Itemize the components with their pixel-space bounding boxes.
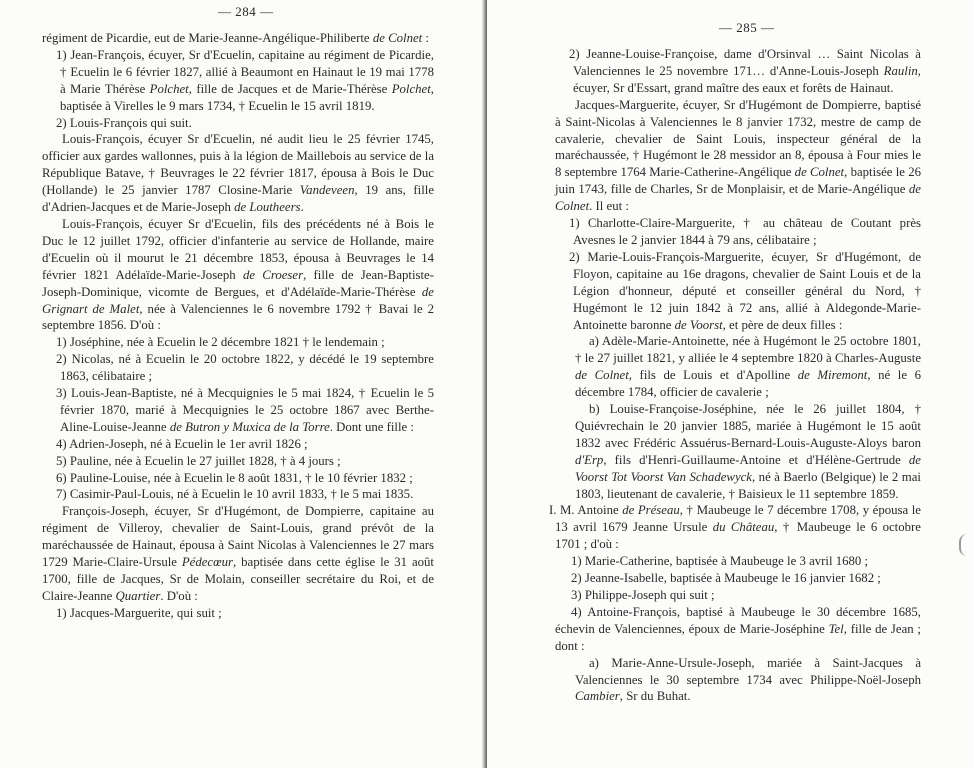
text-run: , fils de Louis et d'Apolline xyxy=(628,368,798,383)
paragraph xyxy=(42,30,434,47)
text-run: 2) Jeanne-Louise-Françoise, dame d'Orsinval … Saint Nicolas à Valenciennes le 25 novembre 171… d'Anne-Louis-Joseph xyxy=(569,47,921,78)
text-run: Louis-François, écuyer Sr d'Ecuelin, né audit lieu le 25 février 1745, officier aux gardes wallonnes, puis à la légion de Maillebois au service de la République Batave, † Beuvrages le 22 février 1817, épousa à Bois le Duc (Hollande) le 25 janvier 1787 Closine-Marie xyxy=(42,132,434,198)
text-run: . Il eut : xyxy=(589,199,629,214)
text-run: 1) Joséphine, née à Ecuelin le 2 décembre 1821 † le lendemain ; xyxy=(56,335,385,350)
italic-name: de Croeser xyxy=(242,267,304,282)
page-text xyxy=(42,30,434,622)
text-run: 2) Marie-Louis-François-Marguerite, écuyer, Sr d'Hugémont, de Floyon, capitaine au 16e dragons, chevalier de Saint Louis et de la Légion d'honneur, député et conseiller général du Nord, † Hugémont le 12 juin 1842 à 72 ans, allié à Aldegonde-Marie-Antoinette baronne xyxy=(569,249,921,332)
paragraph xyxy=(42,216,434,334)
text-run: 1) Charlotte-Claire-Marguerite, † au château de Coutant près Avesnes le 2 janvier 1844 à 79 ans, célibataire ; xyxy=(569,216,921,247)
text-run: 1) Jean-François, écuyer, Sr d'Ecuelin, capitaine au régiment de Picardie, † Ecuelin le 6 février 1827, allié à Beaumont en Hainaut le 19 mai 1778 à Marie Thérèse xyxy=(56,47,434,96)
italic-name: Polchet xyxy=(391,81,431,96)
paragraph xyxy=(42,605,434,622)
paragraph xyxy=(555,587,921,604)
paragraph xyxy=(42,503,434,604)
paragraph xyxy=(42,470,434,487)
text-run: 1) Marie-Catherine, baptisée à Maubeuge le 3 avril 1680 ; xyxy=(571,554,869,569)
page-number: — 284 — xyxy=(218,4,274,19)
right-page xyxy=(487,0,973,768)
paragraph xyxy=(42,351,434,385)
text-run: régiment de Picardie, eut de Marie-Jeanne-Angélique-Philiberte xyxy=(42,31,373,45)
text-run: . xyxy=(300,200,304,215)
paragraph xyxy=(42,131,434,216)
italic-name: de Colnet xyxy=(794,165,845,180)
italic-name: Polchet xyxy=(149,81,189,96)
text-run: , fils d'Henri-Guillaume-Antoine et d'Hélène-Gertrude xyxy=(603,452,909,467)
text-run: 7) Casimir-Paul-Louis, né à Ecuelin le 10 avril 1833, † le 5 mai 1835. xyxy=(56,487,414,502)
text-run: a) Marie-Anne-Ursule-Joseph, mariée à Saint-Jacques à Valenciennes le 30 septembre 1734 avec Philippe-Noël-Joseph xyxy=(575,655,921,687)
italic-name: Pédecœur xyxy=(181,555,234,570)
text-run: , † Maubeuge le 6 octobre 1701 ; d'où : xyxy=(555,520,921,552)
italic-name: du Château xyxy=(712,520,775,535)
paragraph xyxy=(555,249,921,334)
page-text xyxy=(549,46,922,705)
italic-name: Raulin xyxy=(883,63,918,78)
text-run: 4) Adrien-Joseph, né à Ecuelin le 1er avril 1826 ; xyxy=(56,436,308,451)
italic-name: Quartier xyxy=(115,588,161,603)
paragraph xyxy=(555,570,921,587)
text-run: 1) Jacques-Marguerite, qui suit ; xyxy=(56,605,222,620)
text-run: François-Joseph, écuyer, Sr d'Hugémont, de Dompierre, capitaine au régiment de Villeroy, chevalier de Saint-Louis, grand prévôt de la maréchaussée de Hainaut, épousa à Saint Nicolas à Valenciennes le 27 mars 1729 Marie-Claire-Ursule xyxy=(42,504,434,570)
italic-name: de Colnet xyxy=(575,368,629,383)
text-run: b) Louise-Françoise-Joséphine, née le 26 juillet 1804, † Quiévrechain le 20 janvier 1885, mariée à Hugémont le 15 août 1832 avec Frédéric Assuérus-Bernard-Louis-Auguste-Aloys baron xyxy=(575,402,921,450)
text-run: , fille de Jean ; dont : xyxy=(555,621,921,653)
page-edge-mark xyxy=(959,534,971,556)
italic-name: de Butron y Muxica de la Torre xyxy=(169,419,330,434)
text-run: I. M. Antoine xyxy=(549,503,623,518)
italic-name: de Colnet xyxy=(372,31,423,45)
paragraph xyxy=(555,97,921,215)
text-run: , baptisée à Virelles le 9 mars 1734, † Ecuelin le 15 avril 1819. xyxy=(60,81,434,113)
text-run: 6) Pauline-Louise, née à Ecuelin le 8 août 1831, † le 10 février 1832 ; xyxy=(56,470,413,485)
text-run: , fille de Jean-Baptiste-Joseph-Dominique, vicomte de Bergues, et d'Adélaïde-Marie-Thérèse xyxy=(42,267,434,299)
paragraph xyxy=(42,334,434,351)
italic-name: Cambier xyxy=(575,689,620,704)
italic-name: de Loutheers xyxy=(234,200,301,215)
italic-name: Tel xyxy=(828,621,844,636)
text-run: , fille de Jacques et de Marie-Thérèse xyxy=(188,81,392,96)
paragraph xyxy=(42,385,434,436)
paragraph xyxy=(555,604,921,655)
text-run: : xyxy=(422,31,429,45)
text-run: Louis-François, écuyer Sr d'Ecuelin, fils des précédents né à Bois le Duc le 12 juillet 1792, officier d'infanterie au service de Hollande, maire d'Ecuelin où il mourut le 21 décembre 1853, épousa à Beuvrages le 14 février 1821 Adélaïde-Marie-Joseph xyxy=(42,216,434,282)
paragraph xyxy=(555,553,921,570)
text-run: , baptisée dans cette église le 31 août 1700, fille de Jacques, Sr de Molain, conseiller secrétaire du Roi, et de Claire-Jeanne xyxy=(42,555,434,603)
text-run: , écuyer, Sr d'Essart, grand maître des eaux et forêts de Hainaut. xyxy=(573,63,921,95)
paragraph xyxy=(42,47,434,115)
text-run: , et père de deux filles : xyxy=(722,317,843,332)
text-run: Jacques-Marguerite, écuyer, Sr d'Hugémont de Dompierre, baptisé à Saint-Nicolas à Valenciennes le 8 janvier 1732, mestre de camp de cavalerie, chevalier de Saint Louis, inspecteur général de la maréchaussée, † Hugémont le 28 messidor an 8, épousa à Four mies le 8 septembre 1764 Marie-Catherine-Angélique xyxy=(555,97,921,180)
paragraph xyxy=(555,215,921,249)
italic-name: d'Erp xyxy=(575,452,604,467)
text-run: 3) Louis-Jean-Baptiste, né à Mecquignies le 5 mai 1824, † Ecuelin le 5 février 1870, marié à Mecquignies le 25 octobre 1867 avec Berthe-Aline-Louise-Jeanne xyxy=(56,386,434,434)
text-run: , † Maubeuge le 7 décembre 1708, y épousa le 13 avril 1679 Jeanne Ursule xyxy=(555,503,921,535)
text-run: 2) Nicolas, né à Ecuelin le 20 octobre 1822, y décédé le 19 septembre 1863, célibataire ; xyxy=(56,352,434,384)
text-run: , né à Baerlo (Belgique) le 2 mai 1803, lieutenant de cavalerie, † Baisieux le 11 septembre 1859. xyxy=(575,469,921,501)
text-run: 5) Pauline, née à Ecuelin le 27 juillet 1828, † à 4 jours ; xyxy=(56,453,341,468)
text-run: . Dont une fille : xyxy=(329,419,414,434)
text-run: , né le 6 décembre 1784, officier de cavalerie ; xyxy=(575,368,922,400)
paragraph xyxy=(42,436,434,453)
text-run: a) Adèle-Marie-Antoinette, née à Hugémont le 25 octobre 1801, † le 27 juillet 1821, y alliée le 4 septembre 1820 à Charles-Auguste xyxy=(575,334,921,366)
italic-name: de Préseau xyxy=(622,503,680,518)
paragraph xyxy=(555,655,921,706)
paragraph xyxy=(549,502,921,553)
paragraph xyxy=(42,453,434,470)
text-run: , 19 ans, fille d'Adrien-Jacques et de Marie-Joseph xyxy=(42,183,434,215)
italic-name: de Grignart de Malet xyxy=(42,284,434,316)
text-run: , baptisée le 26 juin 1743, fille de Charles, Sr de Monplaisir, et de Marie-Angélique xyxy=(555,165,921,197)
paragraph xyxy=(42,486,434,503)
italic-name: de Miremont xyxy=(797,368,868,383)
paragraph xyxy=(42,115,434,132)
text-run: , née à Valenciennes le 6 novembre 1792 † Bavai le 2 septembre 1856. D'où : xyxy=(42,301,434,333)
paragraph xyxy=(555,401,921,502)
text-run: 2) Louis-François qui suit. xyxy=(56,115,192,130)
text-run: , Sr du Buhat. xyxy=(619,689,691,704)
text-run: . D'où : xyxy=(160,588,198,603)
italic-name: de Voorst xyxy=(674,317,723,332)
text-run: 4) Antoine-François, baptisé à Maubeuge le 30 décembre 1685, échevin de Valenciennes, époux de Marie-Joséphine xyxy=(555,604,921,636)
italic-name: de Colnet xyxy=(555,182,921,214)
italic-name: de Voorst Tot Voorst Van Schadewyck xyxy=(575,452,921,484)
italic-name: Vandeveen xyxy=(299,183,355,198)
page-number: — 285 — xyxy=(719,20,775,35)
paragraph xyxy=(555,333,921,401)
text-run: 2) Jeanne-Isabelle, baptisée à Maubeuge le 16 janvier 1682 ; xyxy=(571,571,881,586)
paragraph xyxy=(555,46,921,97)
text-run: 3) Philippe-Joseph qui suit ; xyxy=(571,588,715,602)
